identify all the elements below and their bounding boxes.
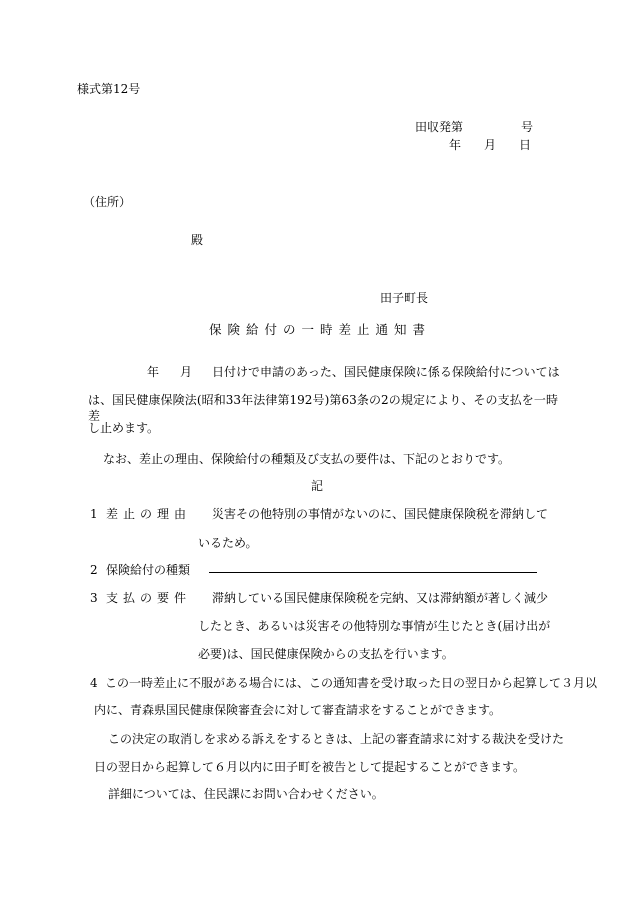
honorific: 殿 [191, 233, 204, 247]
item-3-number: 3 [90, 591, 98, 605]
intro-line-3: し止めます。 [88, 421, 160, 435]
document-title: 保険給付の一時差止通知書 [209, 322, 432, 337]
item-2-blank-line [209, 572, 537, 573]
note-paragraph: なお、差止の理由、保険給付の種類及び支払の要件は、下記のとおりです。 [103, 452, 511, 466]
ki-heading: 記 [311, 479, 324, 493]
item-1-label: 差止の理由 [106, 507, 192, 521]
item-2-number: 2 [90, 563, 98, 577]
date-day: 日 [519, 138, 532, 152]
intro-line-2: は、国民健康保険法(昭和33年法律第192号)第63条の2の規定により、その支払を一時差 [88, 393, 558, 423]
appeal-line-3: この決定の取消しを求める訴えをするときは、上記の審査請求に対する裁決を受けた [108, 732, 565, 746]
issuer: 田子町長 [380, 291, 429, 305]
reference-prefix: 田収発第 [415, 120, 464, 134]
intro-year: 年 [147, 365, 160, 379]
date-year: 年 [449, 138, 462, 152]
item-3-line-3: 必要)は、国民健康保険からの支払を行います。 [198, 647, 454, 661]
item-1-number: 1 [90, 507, 98, 521]
date-month: 月 [484, 138, 497, 152]
item-3-line-1: 滞納している国民健康保険税を完納、又は滞納額が著しく減少 [212, 591, 549, 605]
intro-line-1: 日付けで申請のあった、国民健康保険に係る保険給付については [212, 365, 560, 379]
item-2-label: 保険給付の種類 [106, 563, 191, 577]
item-1-line-1: 災害その他特別の事情がないのに、国民健康保険税を滞納して [212, 507, 549, 521]
appeal-line-5: 詳細については、住民課にお問い合わせください。 [108, 787, 384, 801]
item-1-line-2: いるため。 [198, 536, 258, 550]
reference-suffix: 号 [521, 120, 534, 134]
address-label: （住所） [83, 195, 132, 209]
intro-month: 月 [180, 365, 193, 379]
appeal-line-1: この一時差止に不服がある場合には、この通知書を受け取った日の翌日から起算して３月以 [105, 676, 598, 690]
appeal-line-2: 内に、青森県国民健康保険審査会に対して審査請求をすることができます。 [94, 703, 502, 717]
item-3-line-2: したとき、あるいは災害その他特別な事情が生じたとき(届け出が [198, 619, 551, 633]
appeal-line-4: 日の翌日から起算して６月以内に田子町を被告として提起することができます。 [94, 760, 526, 774]
item-3-label: 支払の要件 [106, 591, 192, 605]
item-4-number: 4 [90, 676, 98, 690]
form-number: 様式第12号 [77, 82, 141, 96]
